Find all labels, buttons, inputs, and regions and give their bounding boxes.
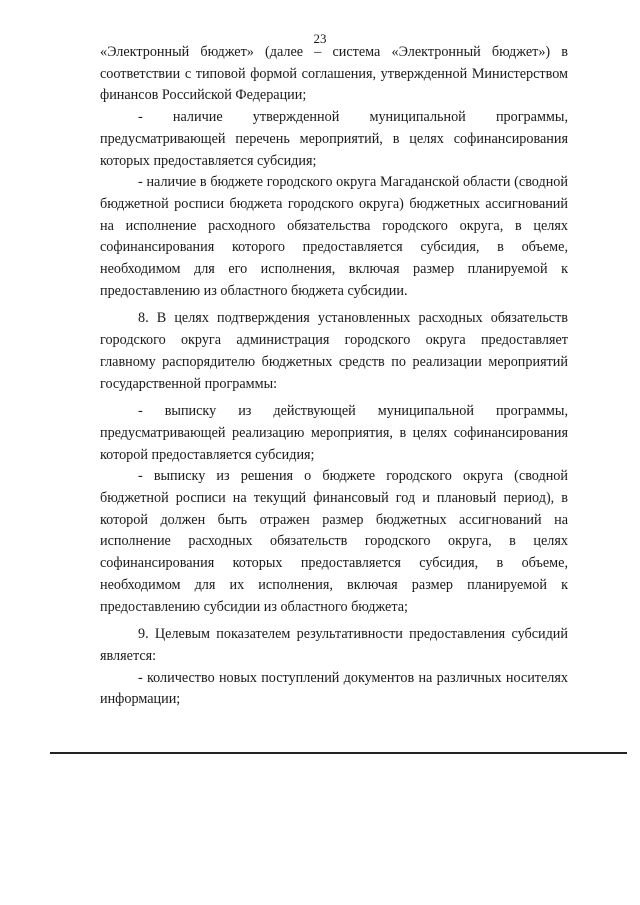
paragraph-new-documents: - количество новых поступлений документов на различных носителях информации; [100, 669, 568, 708]
paragraph-item-9: 9. Целевым показателем результативности предоставления субсидий является: [100, 626, 568, 664]
paragraph-municipal-program: - наличие утвержденной муниципальной программы, предусматривающей перечень мероприятий, в целях софинансирования которых предоставляется субсидия; [100, 109, 568, 169]
horizontal-rule [50, 752, 627, 754]
document-body [100, 42, 568, 711]
paragraph-program-extract: - выписку из действующей муниципальной программы, предусматривающей реализацию мероприятия, в целях софинансирования которой предоставляется субсидия; [100, 403, 568, 463]
page-number: 23 [313, 31, 327, 46]
paragraph-electronic-budget: «Электронный бюджет» (далее – система «Электронный бюджет») в соответствии с типовой формой соглашения, утвержденной Министерством финансов Российской Федерации; [100, 44, 568, 104]
paragraph-budget-decision-extract: - выписку из решения о бюджете городского округа (сводной бюджетной росписи на текущий финансовый год и плановый период), в которой должен быть отражен размер бюджетных ассигнований на исполнение расходных обязательств городского округа, в целях софинансирования которых предоставляется субсидия, в объеме, необходимом для их исполнения, включая размер планируемой к предоставлению субсидии из областного бюджета; [100, 468, 568, 615]
paragraph-budget-allocations: - наличие в бюджете городского округа Магаданской области (сводной бюджетной росписи бюджета городского округа) бюджетных ассигнований на исполнение расходного обязательства городского округа, в целях софинансирования которого предоставляется субсидия, в объеме, необходимом для его исполнения, включая размер планируемой к предоставлению из областного бюджета субсидии. [100, 174, 568, 299]
paragraph-item-8: 8. В целях подтверждения установленных расходных обязательств городского округа администрация городского округа предоставляет главному распорядителю бюджетных средств по реализации мероприятий государственной программы: [100, 310, 568, 392]
